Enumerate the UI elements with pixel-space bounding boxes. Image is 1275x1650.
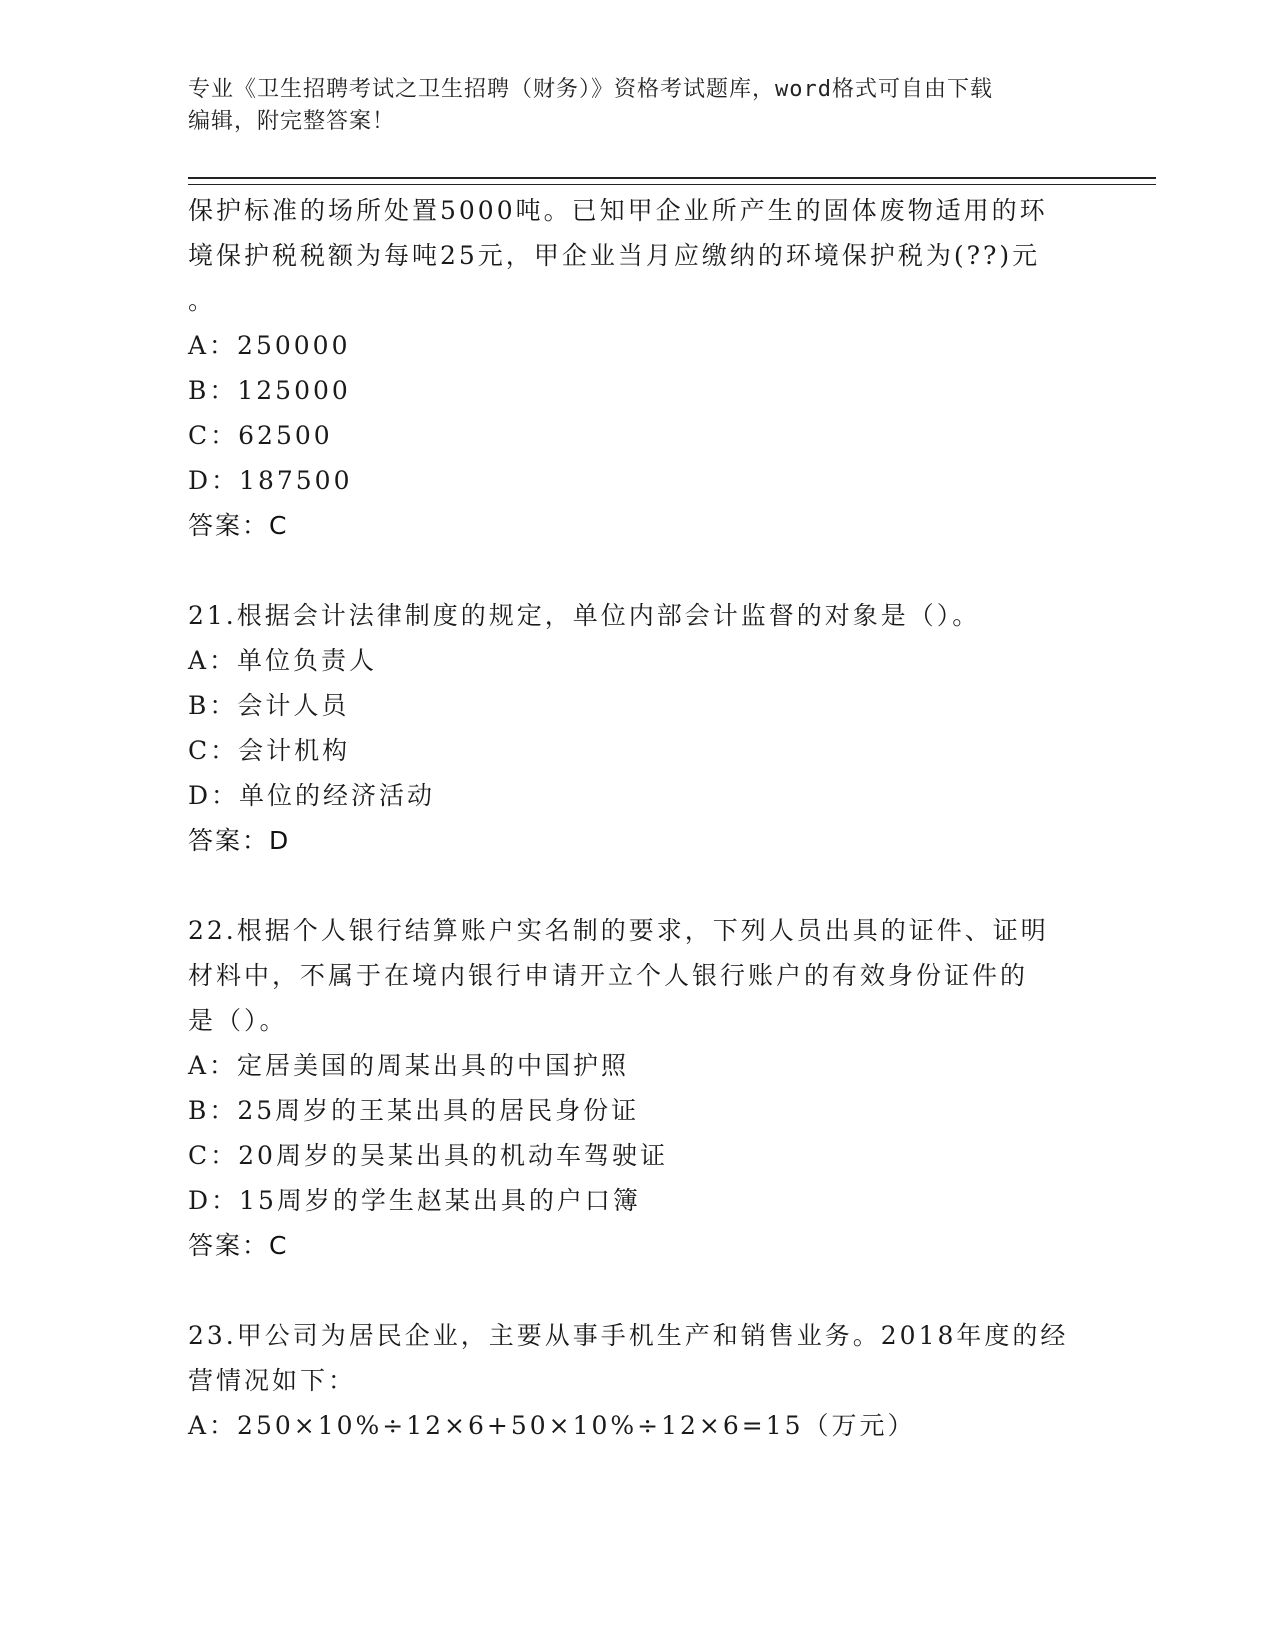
header-line-2: 编辑，附完整答案！ bbox=[188, 109, 396, 134]
spacer bbox=[188, 863, 1088, 908]
option-d: D：15周岁的学生赵某出具的户口簿 bbox=[188, 1186, 641, 1215]
option-a: A：定居美国的周某出具的中国护照 bbox=[188, 1051, 630, 1080]
question-text-line: 材料中，不属于在境内银行申请开立个人银行账户的有效身份证件的 bbox=[188, 961, 1029, 990]
header-rule-thick bbox=[188, 177, 1156, 179]
question-text-line: 。 bbox=[188, 286, 217, 315]
question-21 bbox=[188, 593, 1088, 863]
option-d: D：单位的经济活动 bbox=[188, 781, 436, 810]
question-text-line: 22.根据个人银行结算账户实名制的要求，下列人员出具的证件、证明 bbox=[188, 916, 1049, 945]
question-text-line: 23.甲公司为居民企业，主要从事手机生产和销售业务。2018年度的经 bbox=[188, 1321, 1069, 1350]
question-20 bbox=[188, 188, 1088, 548]
question-22 bbox=[188, 908, 1088, 1268]
option-c: C：20周岁的吴某出具的机动车驾驶证 bbox=[188, 1141, 668, 1170]
option-a: A：250×10%÷12×6+50×10%÷12×6=15（万元） bbox=[188, 1411, 916, 1440]
option-a: A：250000 bbox=[188, 331, 351, 360]
option-c: C：会计机构 bbox=[188, 736, 351, 765]
option-b: B：125000 bbox=[188, 376, 351, 405]
spacer bbox=[188, 1268, 1088, 1313]
answer-line: 答案：C bbox=[188, 511, 289, 540]
question-text-line: 是（）。 bbox=[188, 1006, 288, 1035]
spacer bbox=[188, 548, 1088, 593]
option-d: D：187500 bbox=[188, 466, 353, 495]
answer-line: 答案：D bbox=[188, 826, 291, 855]
question-text-line: 保护标准的场所处置5000吨。已知甲企业所产生的固体废物适用的环 bbox=[188, 196, 1048, 225]
question-text-line: 境保护税税额为每吨25元，甲企业当月应缴纳的环境保护税为(??)元 bbox=[188, 241, 1041, 270]
answer-line: 答案：C bbox=[188, 1231, 289, 1260]
option-c: C：62500 bbox=[188, 421, 333, 450]
header-rule-thin bbox=[188, 184, 1156, 185]
header-line-1: 专业《卫生招聘考试之卫生招聘（财务）》资格考试题库，word格式可自由下载 bbox=[188, 77, 993, 102]
question-text-line: 营情况如下： bbox=[188, 1366, 357, 1395]
option-b: B：会计人员 bbox=[188, 691, 350, 720]
option-a: A：单位负责人 bbox=[188, 646, 378, 675]
question-text-line: 21.根据会计法律制度的规定，单位内部会计监督的对象是（）。 bbox=[188, 601, 981, 630]
option-b: B：25周岁的王某出具的居民身份证 bbox=[188, 1096, 640, 1125]
document-header bbox=[188, 74, 1088, 138]
question-23 bbox=[188, 1313, 1088, 1448]
question-content bbox=[188, 188, 1088, 1448]
